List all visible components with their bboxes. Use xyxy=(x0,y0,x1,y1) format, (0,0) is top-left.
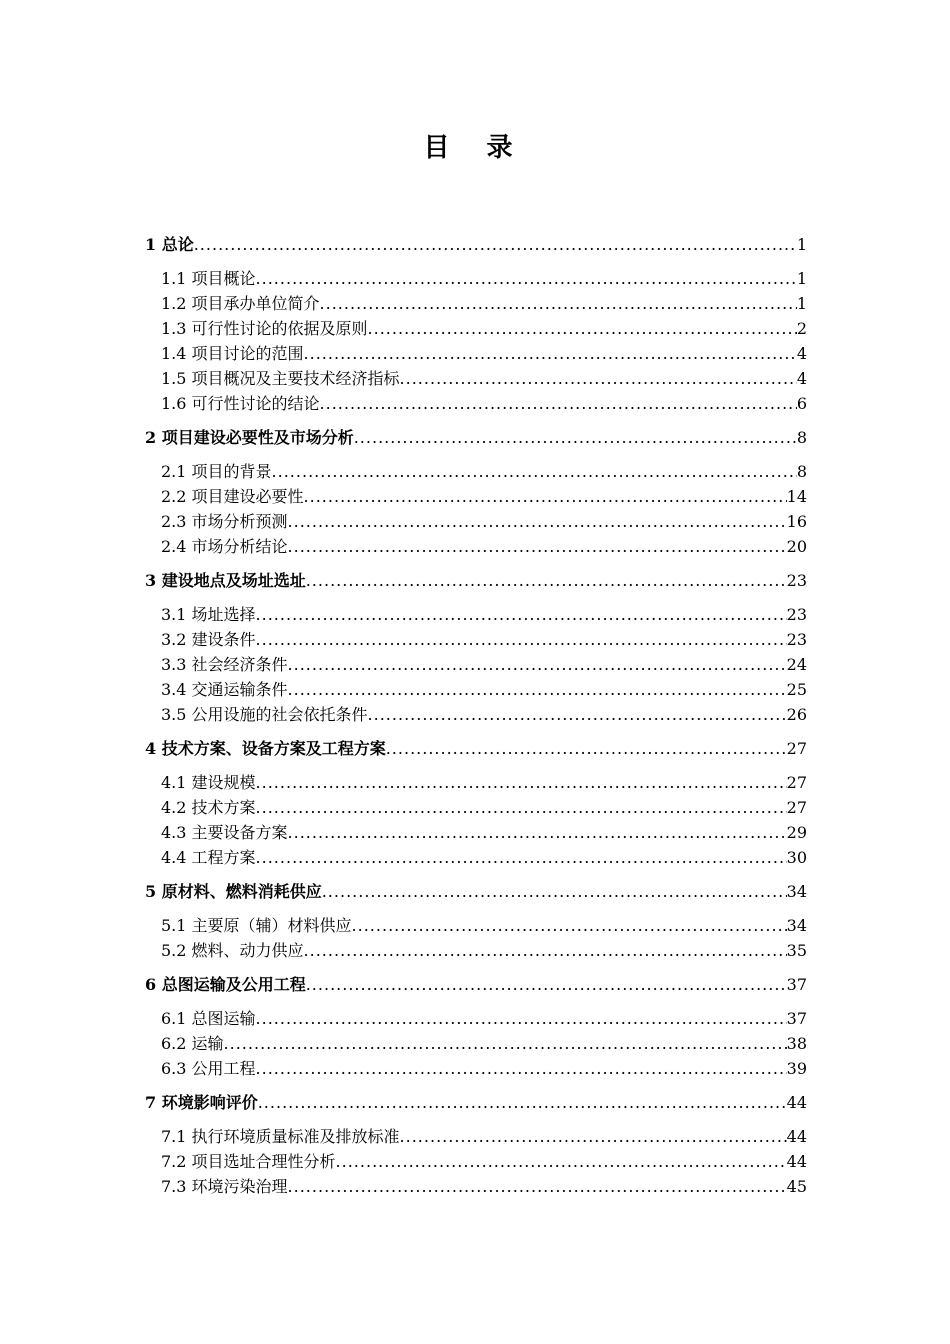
dot-leader xyxy=(320,391,797,416)
dot-leader xyxy=(256,1056,787,1081)
dot-leader xyxy=(304,938,787,963)
toc-entry-label: 7.2 项目选址合理性分析 xyxy=(161,1152,336,1171)
toc-page-number: 39 xyxy=(786,1059,807,1078)
toc-page-number: 1 xyxy=(796,294,807,313)
toc-page-number: 6 xyxy=(796,394,807,413)
toc-page-number: 34 xyxy=(786,882,807,901)
toc-entry-section[interactable] xyxy=(145,366,807,391)
dot-leader xyxy=(306,972,787,998)
toc-page-number: 8 xyxy=(796,428,807,447)
toc-entry-label: 2.4 市场分析结论 xyxy=(161,537,288,556)
toc-entry-section[interactable] xyxy=(145,459,807,484)
dot-leader xyxy=(386,736,787,762)
toc-entry-section[interactable] xyxy=(145,534,807,559)
toc-chapter-7 xyxy=(145,1090,807,1199)
toc-entry-label: 2 项目建设必要性及市场分析 xyxy=(145,428,354,447)
dot-leader xyxy=(322,879,787,905)
dot-leader xyxy=(320,291,797,316)
toc-page-number: 35 xyxy=(786,941,807,960)
toc-chapter-5 xyxy=(145,879,807,963)
dot-leader xyxy=(368,702,787,727)
toc-entry-section[interactable] xyxy=(145,677,807,702)
toc-entry-label: 4 技术方案、设备方案及工程方案 xyxy=(145,739,386,758)
toc-entry-label: 3.5 公用设施的社会依托条件 xyxy=(161,705,368,724)
toc-page-number: 30 xyxy=(786,848,807,867)
toc-entry-label: 7 环境影响评价 xyxy=(145,1093,258,1112)
toc-entry-label: 1.5 项目概况及主要技术经济指标 xyxy=(161,369,400,388)
toc-entry-section[interactable] xyxy=(145,316,807,341)
dot-leader xyxy=(224,1031,787,1056)
toc-entry-label: 2.3 市场分析预测 xyxy=(161,512,288,531)
toc-title: 目 录 xyxy=(423,133,527,163)
toc-page-number: 23 xyxy=(786,605,807,624)
toc-entry-label: 2.2 项目建设必要性 xyxy=(161,487,304,506)
toc-entry-section[interactable] xyxy=(145,652,807,677)
toc-page-number: 2 xyxy=(796,319,807,338)
toc-entry-label: 6.3 公用工程 xyxy=(161,1059,256,1078)
dot-leader xyxy=(256,845,787,870)
toc-page-number: 25 xyxy=(786,680,807,699)
toc-entry-section[interactable] xyxy=(145,341,807,366)
toc-entry-section[interactable] xyxy=(145,1174,807,1199)
toc-entry-section[interactable] xyxy=(145,602,807,627)
toc-entry-label: 6.2 运输 xyxy=(161,1034,224,1053)
toc-page-number: 23 xyxy=(786,630,807,649)
toc-entry-label: 1.1 项目概论 xyxy=(161,269,256,288)
toc-entry-label: 3 建设地点及场址选址 xyxy=(145,571,306,590)
toc-entry-label: 3.2 建设条件 xyxy=(161,630,256,649)
dot-leader xyxy=(288,1174,787,1199)
toc-entry-label: 4.4 工程方案 xyxy=(161,848,256,867)
toc-page-number: 14 xyxy=(786,487,807,506)
toc-entry-section[interactable] xyxy=(145,266,807,291)
toc-page-number: 16 xyxy=(786,512,807,531)
toc-entry-label: 5.1 主要原（辅）材料供应 xyxy=(161,916,352,935)
dot-leader xyxy=(256,795,787,820)
toc-page-number: 27 xyxy=(786,773,807,792)
toc-entry-section[interactable] xyxy=(145,1124,807,1149)
toc-entry-section[interactable] xyxy=(145,913,807,938)
toc-entry-label: 2.1 项目的背景 xyxy=(161,462,272,481)
toc-page-number: 38 xyxy=(786,1034,807,1053)
toc-entry-section[interactable] xyxy=(145,845,807,870)
dot-leader xyxy=(288,677,787,702)
toc-entry-section[interactable] xyxy=(145,820,807,845)
toc-entry-label: 1.4 项目讨论的范围 xyxy=(161,344,304,363)
dot-leader xyxy=(194,232,797,258)
toc-entry-chapter[interactable] xyxy=(145,736,807,762)
toc-entry-label: 1 总论 xyxy=(145,235,194,254)
toc-chapter-3 xyxy=(145,568,807,727)
toc-entry-section[interactable] xyxy=(145,795,807,820)
toc-page-number: 4 xyxy=(796,369,807,388)
toc-page-number: 27 xyxy=(786,739,807,758)
toc-page-number: 37 xyxy=(786,1009,807,1028)
toc-entry-section[interactable] xyxy=(145,291,807,316)
dot-leader xyxy=(288,509,787,534)
toc-entry-chapter[interactable] xyxy=(145,972,807,998)
toc-entry-chapter[interactable] xyxy=(145,568,807,594)
dot-leader xyxy=(256,266,797,291)
toc-entry-label: 4.1 建设规模 xyxy=(161,773,256,792)
toc-entry-section[interactable] xyxy=(145,1006,807,1031)
dot-leader xyxy=(304,341,797,366)
toc-entry-label: 6 总图运输及公用工程 xyxy=(145,975,306,994)
dot-leader xyxy=(304,484,787,509)
toc-page-number: 44 xyxy=(786,1127,807,1146)
toc-entry-label: 7.3 环境污染治理 xyxy=(161,1177,288,1196)
toc-chapter-1 xyxy=(145,232,807,416)
dot-leader xyxy=(288,820,787,845)
dot-leader xyxy=(400,1124,787,1149)
toc-page-number: 45 xyxy=(786,1177,807,1196)
dot-leader xyxy=(400,366,797,391)
toc-page-number: 34 xyxy=(786,916,807,935)
dot-leader xyxy=(306,568,787,594)
toc-entry-label: 5 原材料、燃料消耗供应 xyxy=(145,882,322,901)
dot-leader xyxy=(256,770,787,795)
toc-entry-label: 3.3 社会经济条件 xyxy=(161,655,288,674)
toc-entry-chapter[interactable] xyxy=(145,879,807,905)
toc-entry-section[interactable] xyxy=(145,1149,807,1174)
toc-entry-label: 4.3 主要设备方案 xyxy=(161,823,288,842)
toc-entry-label: 1.2 项目承办单位简介 xyxy=(161,294,320,313)
toc-page-number: 44 xyxy=(786,1152,807,1171)
toc-entry-section[interactable] xyxy=(145,770,807,795)
toc-entry-section[interactable] xyxy=(145,509,807,534)
toc-entry-section[interactable] xyxy=(145,391,807,416)
toc-page-number: 23 xyxy=(786,571,807,590)
toc-entry-label: 3.1 场址选择 xyxy=(161,605,256,624)
dot-leader xyxy=(368,316,797,341)
dot-leader xyxy=(354,425,797,451)
toc-page-number: 1 xyxy=(796,269,807,288)
toc-entry-chapter[interactable] xyxy=(145,425,807,451)
toc-entry-section[interactable] xyxy=(145,1031,807,1056)
toc-chapter-2 xyxy=(145,425,807,559)
toc-entry-label: 1.6 可行性讨论的结论 xyxy=(161,394,320,413)
dot-leader xyxy=(256,1006,787,1031)
toc-page-number: 4 xyxy=(796,344,807,363)
toc-page-number: 29 xyxy=(786,823,807,842)
toc-chapter-6 xyxy=(145,972,807,1081)
toc-entry-label: 1.3 可行性讨论的依据及原则 xyxy=(161,319,368,338)
toc-entry-label: 4.2 技术方案 xyxy=(161,798,256,817)
toc-entry-section[interactable] xyxy=(145,484,807,509)
dot-leader xyxy=(288,534,787,559)
dot-leader xyxy=(256,602,787,627)
dot-leader xyxy=(352,913,787,938)
toc-entry-label: 7.1 执行环境质量标准及排放标准 xyxy=(161,1127,400,1146)
toc-entry-chapter[interactable] xyxy=(145,1090,807,1116)
toc-entry-section[interactable] xyxy=(145,1056,807,1081)
toc-page-number: 27 xyxy=(786,798,807,817)
toc-entry-section[interactable] xyxy=(145,938,807,963)
toc-page-number: 44 xyxy=(786,1093,807,1112)
toc-entry-label: 6.1 总图运输 xyxy=(161,1009,256,1028)
dot-leader xyxy=(256,627,787,652)
toc-entry-label: 3.4 交通运输条件 xyxy=(161,680,288,699)
toc-page-number: 24 xyxy=(786,655,807,674)
toc-page-number: 37 xyxy=(786,975,807,994)
toc-entry-chapter[interactable] xyxy=(145,232,807,258)
toc-entry-section[interactable] xyxy=(145,702,807,727)
toc-entry-label: 5.2 燃料、动力供应 xyxy=(161,941,304,960)
table-of-contents xyxy=(145,232,807,1208)
toc-page-number: 1 xyxy=(796,235,807,254)
toc-page-number: 26 xyxy=(786,705,807,724)
toc-page-number: 8 xyxy=(796,462,807,481)
dot-leader xyxy=(336,1149,787,1174)
dot-leader xyxy=(272,459,797,484)
toc-page-number: 20 xyxy=(786,537,807,556)
dot-leader xyxy=(288,652,787,677)
toc-entry-section[interactable] xyxy=(145,627,807,652)
dot-leader xyxy=(258,1090,787,1116)
toc-chapter-4 xyxy=(145,736,807,870)
